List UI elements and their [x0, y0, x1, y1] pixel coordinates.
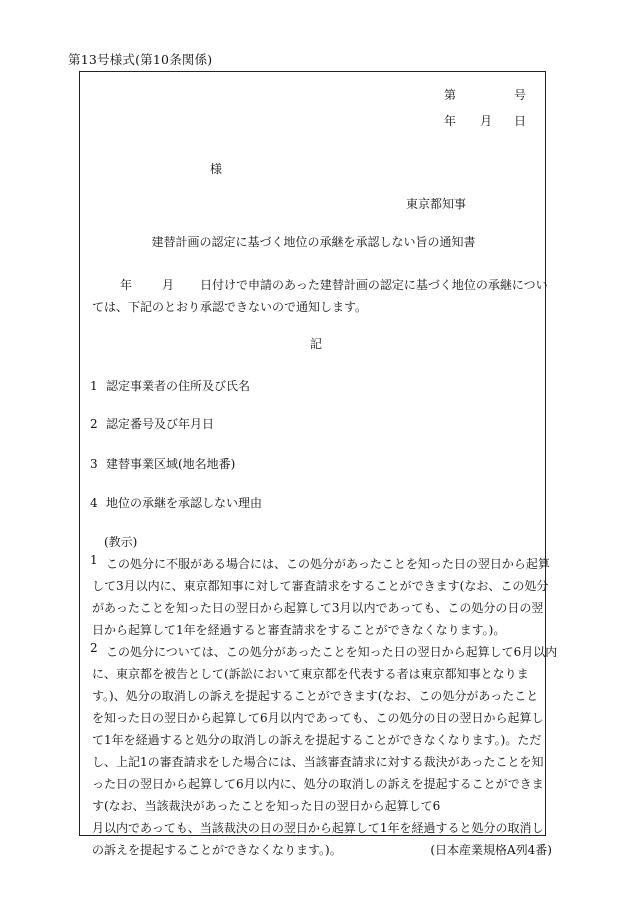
clause-2-number: 2 [90, 641, 98, 655]
clause-line: った日の翌日から起算して6月以内に、処分の取消しの訴えを提起することができま [92, 777, 544, 791]
item-label: 地位の承継を承認しない理由 [106, 496, 263, 510]
body-text-line-1: 日付けで申請のあった建替計画の認定に基づく地位の承継につい [200, 278, 548, 292]
clause-line: して3月以内に、東京都知事に対して審査請求をすることができます(なお、この処分 [92, 579, 549, 593]
item-label: 認定番号及び年月日 [106, 417, 215, 431]
item-1 [90, 377, 250, 394]
clause-line: に、東京都を被告として(訴訟において東京都を代表する者は東京都知事となりま [92, 667, 529, 681]
clause-1 [106, 553, 550, 575]
item-2 [90, 415, 214, 432]
body-date-year: 年 [120, 278, 133, 292]
clause-1-continued [92, 575, 549, 641]
item-3 [90, 455, 235, 472]
clause-line: の訴えを提起することができなくなります。)。 [92, 843, 342, 857]
kyoji-heading: (教示) [104, 535, 138, 549]
body-date-month: 月 [162, 278, 175, 292]
form-number-label: 第13号様式(第10条関係) [68, 52, 213, 67]
item-number: 4 [90, 496, 98, 510]
clause-line: があったことを知った日の翌日から起算して3月以内であっても、この処分の日の翌 [92, 601, 544, 615]
clause-2-continued [92, 663, 544, 861]
body-text-line-2: ては、下記のとおり承認できないので通知します。 [92, 300, 368, 314]
date-month: 月 [480, 114, 493, 128]
clause-line: この処分に不服がある場合には、この処分があったことを知った日の翌日から起算 [106, 557, 550, 571]
ki-heading: 記 [310, 337, 323, 351]
clause-line: を知った日の翌日から起算して6月以内であっても、この処分の日の翌日から起算し [92, 711, 544, 725]
clause-line: 日から起算して1年を経過すると審査請求をすることができなくなります。)。 [92, 623, 506, 637]
item-number: 3 [90, 457, 98, 471]
clause-line: て1年を経過すると処分の取消しの訴えを提起することができなくなります。)。ただ [92, 733, 542, 747]
date-year: 年 [444, 114, 457, 128]
clause-line: す。)、処分の取消しの訴えを提起することができます(なお、この処分があったこと [92, 689, 539, 703]
clause-2 [106, 641, 558, 663]
item-number: 1 [90, 379, 98, 393]
clause-line: 月以内であっても、当該裁決の日の翌日から起算して1年を経過すると処分の取消し [92, 821, 544, 835]
item-label: 認定事業者の住所及び氏名 [106, 379, 251, 393]
date-day: 日 [514, 114, 527, 128]
number-prefix: 第 [444, 88, 457, 102]
number-suffix: 号 [514, 88, 527, 102]
item-number: 2 [90, 417, 98, 431]
document-title: 建替計画の認定に基づく地位の承継を承認しない旨の通知書 [151, 235, 476, 249]
clause-line: この処分については、この処分があったことを知った日の翌日から起算して6月以内 [106, 645, 558, 659]
clause-line: し、上記1の審査請求をした場合には、当該審査請求に対する裁決があったことを知 [92, 755, 544, 769]
issuer: 東京都知事 [406, 197, 467, 211]
item-4 [90, 494, 262, 511]
clause-1-number: 1 [90, 553, 98, 567]
item-label: 建替事業区域(地名地番) [106, 457, 236, 471]
paper-size-note: (日本産業規格A列4番) [430, 843, 552, 857]
clause-line: す(なお、当該裁決があったことを知った日の翌日から起算して6 [92, 799, 441, 813]
addressee-suffix: 様 [210, 162, 223, 176]
